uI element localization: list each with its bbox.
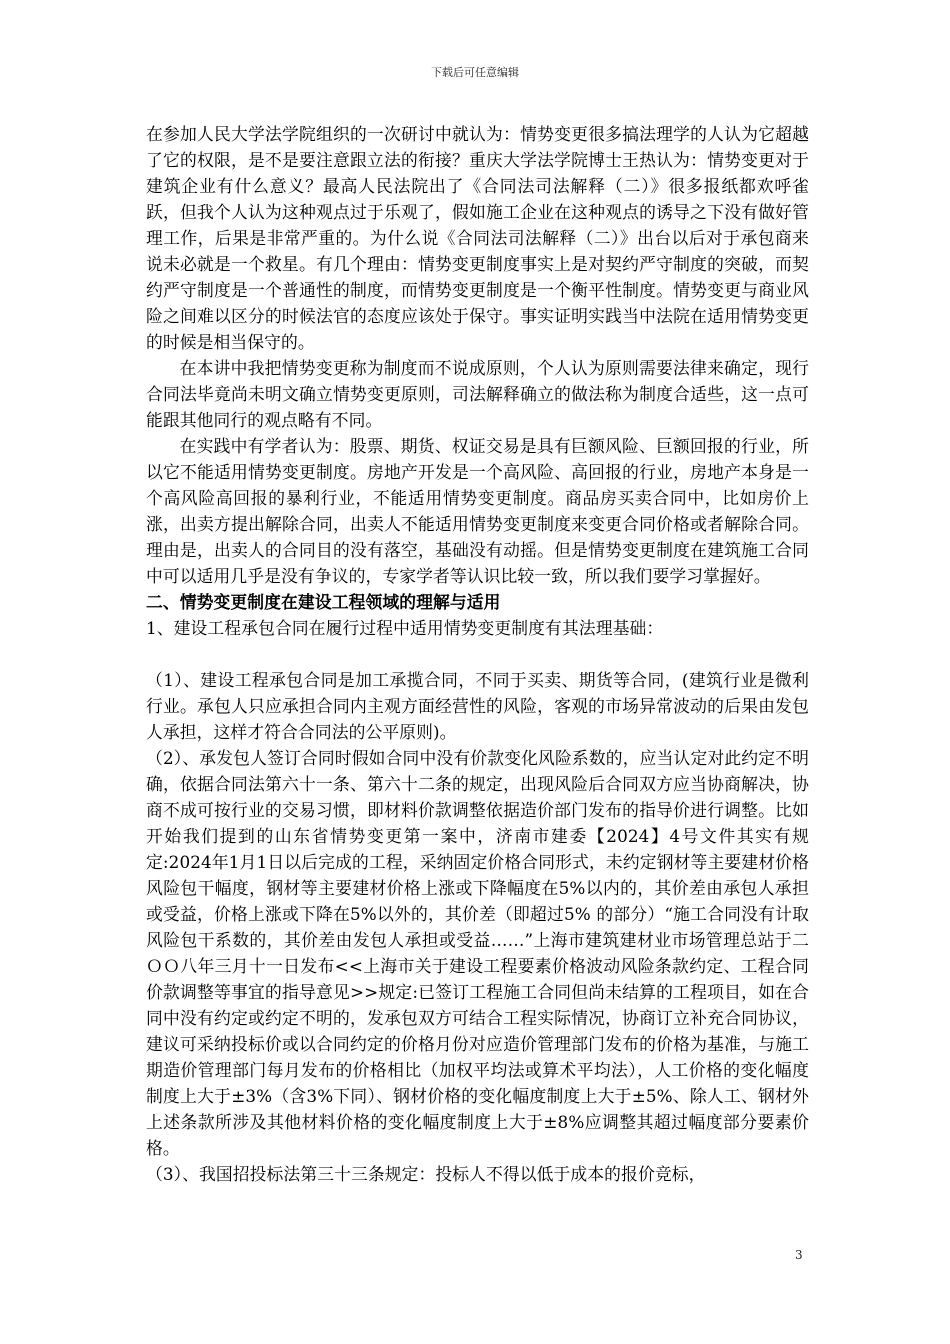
body-paragraph: 在实践中有学者认为：股票、期货、权证交易是具有巨额风险、巨额回报的行业，所以它不能适用情势变更制度。房地产开发是一个高风险、高回报的行业，房地产本身是一个高风险高回报的暴利行业，不能适用情势变更制度。商品房买卖合同中，比如房价上涨，出卖方提出解除合同，出卖人不能适用情势变更制度来变更合同价格或者解除合同。理由是，出卖人的合同目的没有落空，基础没有动摇。但是情势变更制度在建筑施工合同中可以适用几乎是没有争议的，专家学者等认识比较一致，所以我们要学习掌握好。 xyxy=(146,436,809,586)
document-body xyxy=(146,121,809,1187)
section-heading: 二、情势变更制度在建设工程领域的理解与适用 xyxy=(146,592,501,612)
subsection-heading: 1、建设工程承包合同在履行过程中适用情势变更制度有其法理基础： xyxy=(146,618,664,638)
body-paragraph: 在本讲中我把情势变更称为制度而不说成原则，个人认为原则需要法律来确定，现行合同法毕竟尚未明文确立情势变更原则，司法解释确立的做法称为制度合适些，这一点可能跟其他同行的观点略有不同。 xyxy=(146,358,809,430)
list-item: （2）、承发包人签订合同时假如合同中没有价款变化风险系数的，应当认定对此约定不明确，依据合同法第六十一条、第六十二条的规定，出现风险后合同双方应当协商解决，协商不成可按行业的交易习惯，即材料价款调整依据造价部门发布的指导价进行调整。比如开始我们提到的山东省情势变更第一案中，济南市建委【2024】4号文件其实有规定:2024年1月1日以后完成的工程，采纳固定价格合同形式，未约定钢材等主要建材价格风险包干幅度，钢材等主要建材价格上涨或下降幅度在5%以内的，其价差由承包人承担或受益，价格上涨或下降在5%以外的，其价差（即超过5% 的部分）“施工合同没有计取风险包干系数的，其价差由发包人承担或受益……”上海市建筑建材业市场管理总站于二ＯＯ八年三月十一日发布<<上海市关于建设工程要素价格波动风险条款约定、工程合同价款调整等事宜的指导意见>>规定:已签订工程施工合同但尚未结算的工程项目，如在合同中没有约定或约定不明的，发承包双方可结合工程实际情况，协商订立补充合同协议，建议可采纳投标价或以合同约定的价格月份对应造价管理部门发布的价格为基准，与施工期造价管理部门每月发布的价格相比（加权平均法或算术平均法），人工价格的变化幅度制度上大于±3%（含3%下同）、钢材价格的变化幅度制度上大于±5%、除人工、钢材外上述条款所涉及其他材料价格的变化幅度制度上大于±8%应调整其超过幅度部分要素价格。 xyxy=(146,748,809,1158)
list-item: （1）、建设工程承包合同是加工承揽合同，不同于买卖、期货等合同，(建筑行业是微利行业。承包人只应承担合同内主观方面经营性的风险，客观的市场异常波动的后果由发包人承担，这样才符合合同法的公平原则)。 xyxy=(146,670,809,742)
page-header: 下载后可任意编辑 xyxy=(431,66,519,79)
list-item: （3）、我国招投标法第三十三条规定：投标人不得以低于成本的报价竞标， xyxy=(146,1164,706,1184)
blank-line xyxy=(146,641,809,667)
page-number: 3 xyxy=(795,1248,803,1262)
body-paragraph: 在参加人民大学法学院组织的一次研讨中就认为：情势变更很多搞法理学的人认为它超越了它的权限，是不是要注意跟立法的衔接？重庆大学法学院博士王热认为：情势变更对于建筑企业有什么意义？最高人民法院出了《合同法司法解释（二）》很多报纸都欢呼雀跃，但我个人认为这种观点过于乐观了，假如施工企业在这种观点的诱导之下没有做好管理工作，后果是非常严重的。为什么说《合同法司法解释（二）》出台以后对于承包商来说未必就是一个救星。有几个理由：情势变更制度事实上是对契约严守制度的突破，而契约严守制度是一个普通性的制度，而情势变更制度是一个衡平性制度。情势变更与商业风险之间难以区分的时候法官的态度应该处于保守。事实证明实践当中法院在适用情势变更的时候是相当保守的。 xyxy=(146,124,809,352)
